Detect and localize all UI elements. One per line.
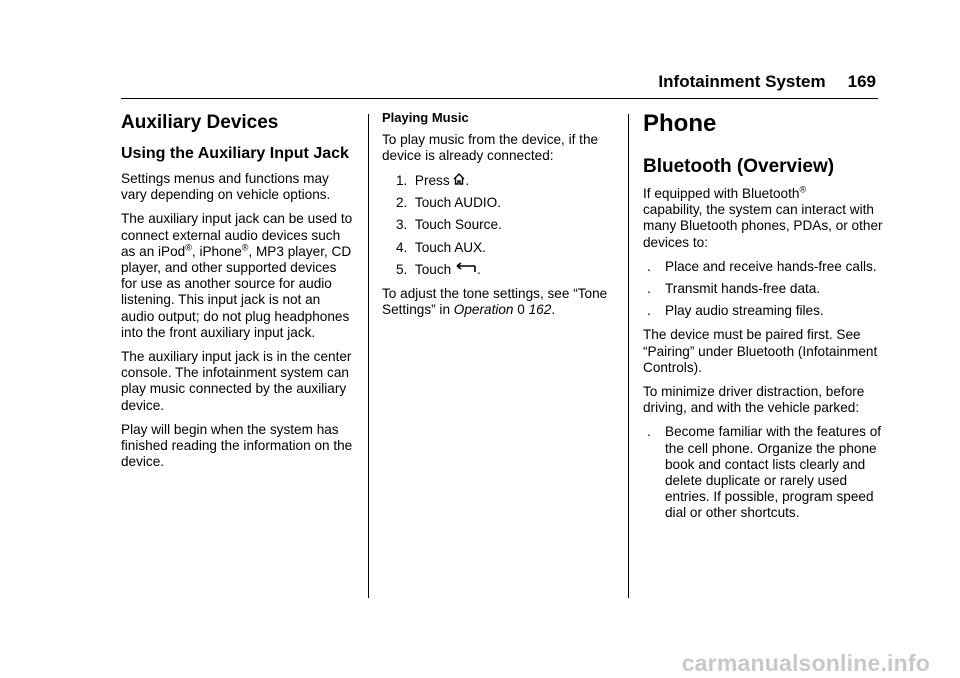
- section-title: Infotainment System: [658, 72, 826, 91]
- page-ref: 162: [528, 302, 552, 318]
- header-rule: [121, 98, 878, 99]
- list-item: 1. Press .: [396, 172, 470, 188]
- subsection-heading: Using the Auxiliary Input Jack: [121, 145, 349, 162]
- paragraph: To adjust the tone settings, see “Tone Settings” in Operation 0 162.: [382, 286, 608, 318]
- subheading-playing-music: Playing Music: [382, 110, 469, 125]
- list-item: 5. Touch .: [396, 261, 481, 277]
- paragraph: The auxiliary input jack is in the center console. The infotainment system can play music connected by the auxiliary device.: [121, 349, 352, 413]
- bullet-list: [643, 259, 883, 320]
- home-icon: [453, 173, 465, 189]
- subsection-heading-bluetooth: Bluetooth (Overview): [643, 156, 835, 177]
- page-ref-arrow: 0: [517, 302, 525, 318]
- paragraph: If equipped with Bluetooth® capability, the system can interact with many Bluetooth phones, PDAs, or other devices to:: [643, 184, 883, 250]
- column-2: [382, 110, 618, 327]
- list-item: . Play audio streaming files.: [647, 303, 824, 319]
- cross-reference: Operation: [453, 302, 514, 318]
- paragraph: The auxiliary input jack can be used to connect external audio devices such as an iPod®, iPhone®, MP3 player, CD player, and other supported devices for use as another source for audio listening. This input jack is not an audio output; do not plug headphones into the front auxiliary input jack.: [121, 211, 353, 340]
- paragraph: To minimize driver distraction, before driving, and with the vehicle parked:: [643, 384, 865, 416]
- list-item: 3. Touch Source.: [396, 217, 502, 233]
- list-item: . Transmit hands-free data.: [647, 281, 821, 297]
- list-item: 4. Touch AUX.: [396, 239, 486, 255]
- section-heading: Auxiliary Devices: [121, 112, 279, 133]
- paragraph: The device must be paired first. See “Pairing” under Bluetooth (Infotainment Controls).: [643, 327, 878, 375]
- column-divider-2: [628, 114, 629, 598]
- list-item: 2. Touch AUDIO.: [396, 195, 502, 211]
- paragraph: Play will begin when the system has finished reading the information on the device.: [121, 421, 353, 470]
- list-item: . Become familiar with the features of the cell phone. Organize the phone book and contact lists clearly and delete duplicate or rarely used entries. If possible, program speed dial or other shortcuts.: [647, 424, 882, 521]
- steps-list: [382, 173, 618, 279]
- column-1: [121, 110, 356, 478]
- page-header: [620, 72, 876, 92]
- watermark: carmanualsonline.info: [681, 650, 930, 676]
- back-arrow-icon: [455, 262, 477, 278]
- column-divider-1: [368, 114, 369, 598]
- section-heading-phone: Phone: [643, 110, 717, 137]
- page-number: 169: [847, 72, 876, 91]
- column-3: [643, 110, 883, 530]
- paragraph: To play music from the device, if the device is already connected:: [382, 132, 599, 164]
- list-item: . Place and receive hands-free calls.: [647, 258, 877, 274]
- bullet-list: [643, 424, 883, 521]
- paragraph: Settings menus and functions may vary depending on vehicle options.: [121, 171, 331, 203]
